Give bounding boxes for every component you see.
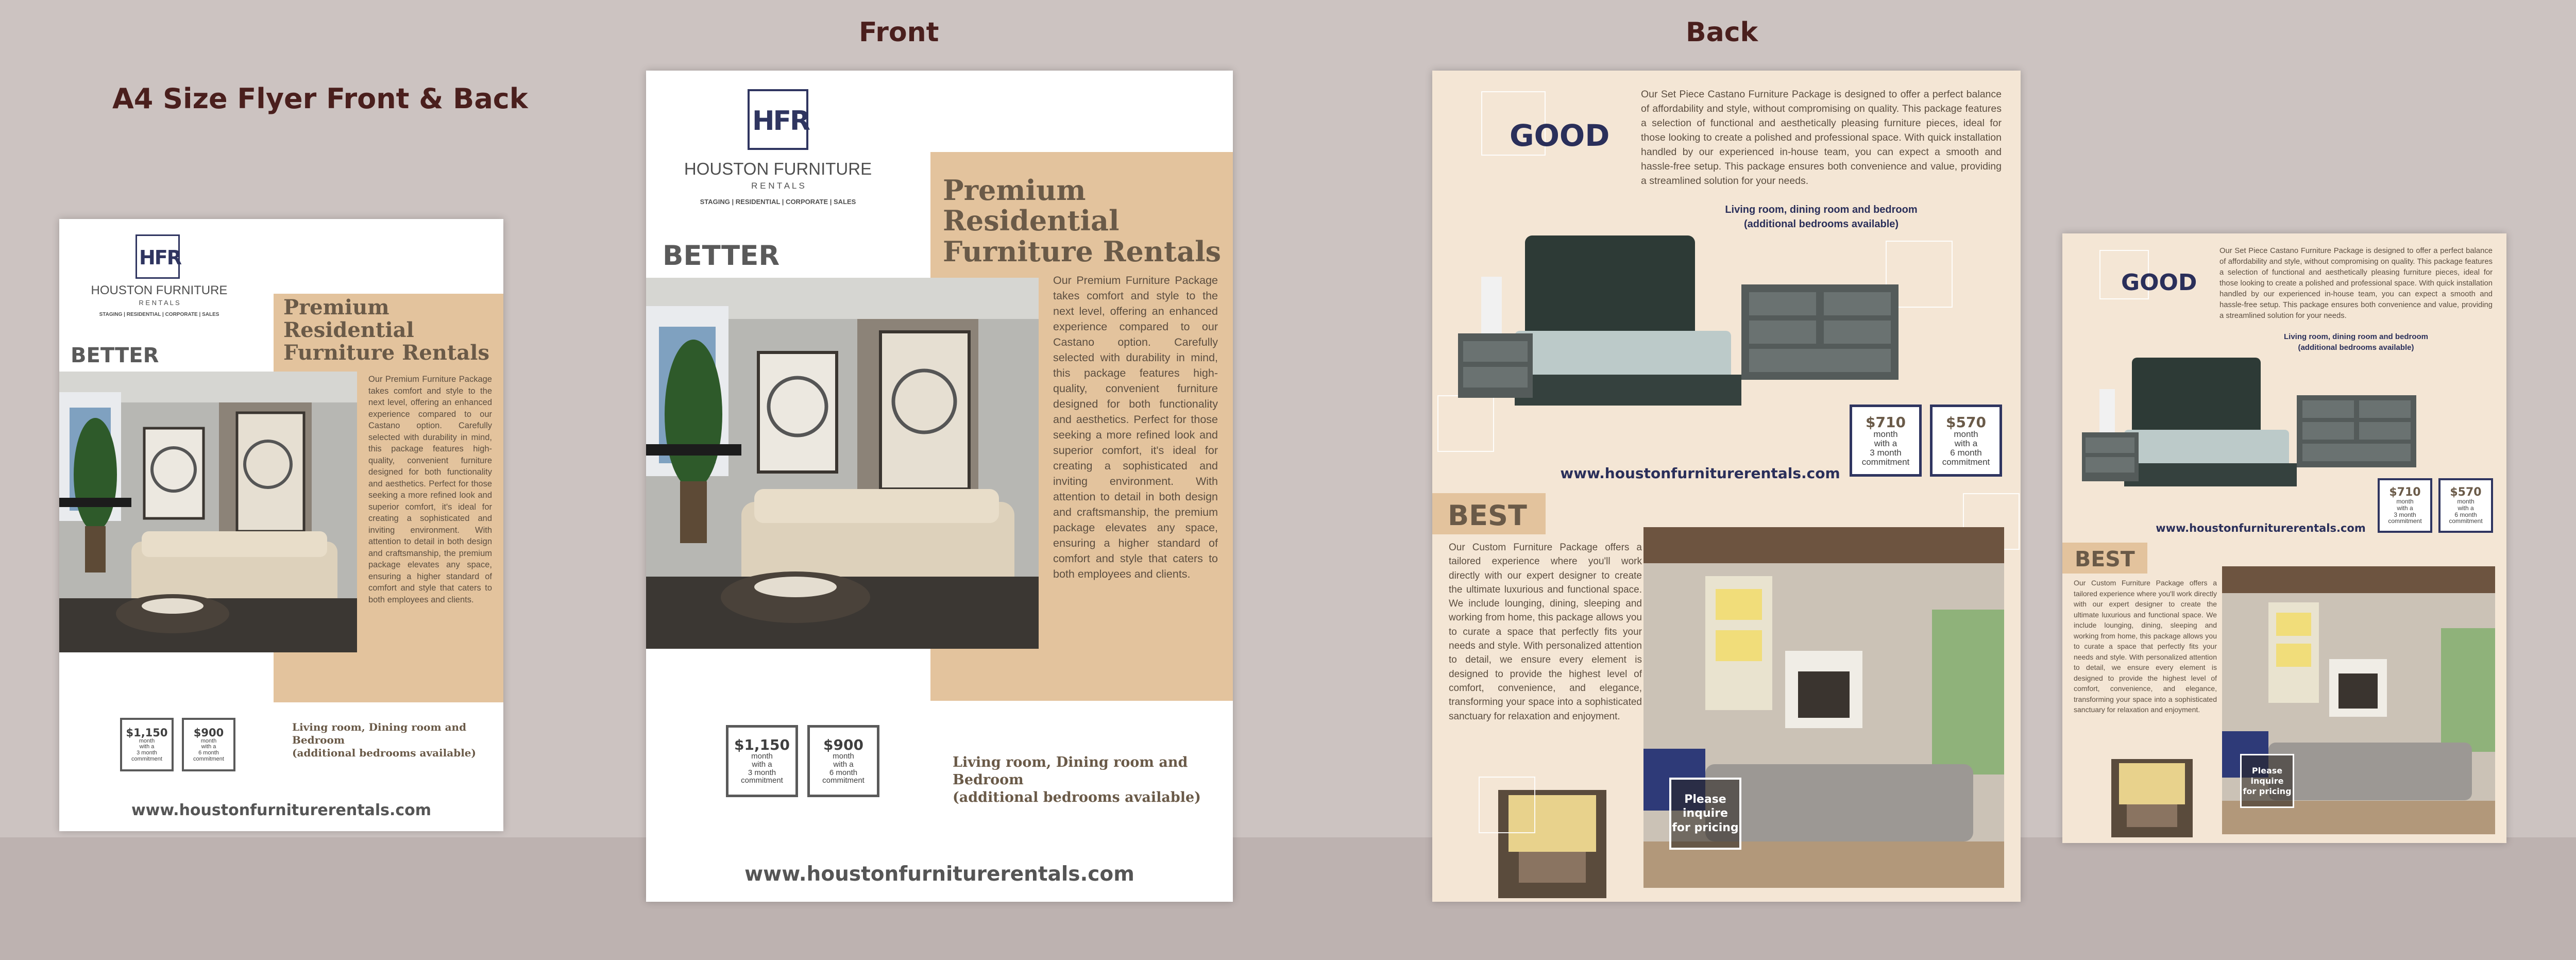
inquire-line-2: inquire bbox=[2250, 776, 2284, 786]
package-description: Our Premium Furniture Package takes comfort and style to the next level, offering an enhanced experience compared to our Castano option. Carefully selected with durability in mind, this package features high-quality, convenient furniture designed for both functionality and aesthetics. Perfect for those seeking a more refined look and superior comfort, it's ideal for creating a sophisticated and inviting environment. With attention to detail in both design and craftsmanship, the premium package elevates any space, ensuring a higher standard of comfort and style that caters to both employees and clients. bbox=[1053, 274, 1218, 580]
price-amount: $1,150 bbox=[126, 726, 168, 739]
brand-sub: R E N T A L S bbox=[139, 299, 180, 307]
inquire-for-pricing[interactable] bbox=[2240, 754, 2294, 808]
title-line-2: Furniture Rentals bbox=[943, 234, 1222, 268]
price-line: month bbox=[833, 752, 854, 761]
front-flyer bbox=[646, 71, 1233, 902]
price-line: with a bbox=[1954, 438, 1978, 448]
price-line: month bbox=[1873, 429, 1898, 439]
living-room-photo bbox=[59, 372, 357, 652]
brand-sub: R E N T A L S bbox=[751, 181, 805, 191]
logo-monogram: HFR bbox=[752, 106, 809, 137]
inquire-line-3: for pricing bbox=[1672, 821, 1739, 834]
price-line: 6 month bbox=[1950, 447, 1982, 458]
website-url[interactable]: www.houstonfurniturerentals.com bbox=[744, 863, 1134, 886]
small-back-flyer bbox=[2062, 233, 2506, 843]
price-line: commitment bbox=[2449, 517, 2483, 525]
price-line: month bbox=[200, 737, 217, 744]
rooms-note bbox=[953, 754, 1233, 806]
living-room-illustration bbox=[646, 278, 1039, 649]
inquire-line-3: for pricing bbox=[2243, 786, 2292, 796]
price-line: commitment bbox=[822, 776, 865, 785]
price-line: commitment bbox=[1942, 457, 1990, 467]
price-box-6-month bbox=[182, 718, 235, 771]
price-box-6-month bbox=[1930, 405, 2002, 477]
price-line: month bbox=[1954, 429, 1978, 439]
rooms-line-2: (additional bedrooms available) bbox=[953, 789, 1201, 805]
good-label: GOOD bbox=[1510, 118, 1610, 153]
price-line: with a bbox=[139, 744, 155, 750]
best-label: BEST bbox=[2075, 547, 2135, 571]
inquire-line-1: Please bbox=[2251, 765, 2283, 776]
inquire-line-1: Please bbox=[1684, 793, 1726, 806]
rooms-line-2: (additional bedrooms available) bbox=[292, 747, 476, 759]
label-front: Front bbox=[859, 17, 939, 48]
flyer-title bbox=[943, 175, 1233, 267]
rooms-line-1: Living room, Dining room and Bedroom bbox=[292, 721, 467, 746]
better-badge: BETTER bbox=[663, 240, 780, 272]
price-line: 3 month bbox=[748, 768, 776, 777]
price-box-6-month bbox=[2438, 478, 2493, 533]
brand-services: STAGING | RESIDENTIAL | CORPORATE | SALES bbox=[700, 198, 856, 206]
price-line: commitment bbox=[131, 755, 162, 762]
price-line: 3 month bbox=[2394, 511, 2416, 518]
rooms-line-2: (additional bedrooms available) bbox=[1743, 218, 1899, 230]
brand-name: HOUSTON FURNITURE bbox=[91, 283, 228, 297]
price-line: with a bbox=[2458, 504, 2474, 512]
bedroom-set-illustration bbox=[1453, 225, 1901, 442]
good-label: GOOD bbox=[2121, 270, 2197, 296]
price-line: with a bbox=[752, 760, 772, 769]
website-url[interactable]: www.houstonfurniturerentals.com bbox=[131, 801, 432, 819]
living-room-illustration bbox=[59, 372, 357, 652]
inquire-for-pricing[interactable] bbox=[1669, 778, 1741, 850]
rooms-line-1: Living room, Dining room and Bedroom bbox=[953, 754, 1188, 788]
rooms-line-2: (additional bedrooms available) bbox=[2298, 343, 2414, 352]
logo-mark bbox=[748, 89, 808, 150]
price-line: 3 month bbox=[1870, 447, 1902, 458]
price-box-3-month bbox=[120, 718, 174, 771]
better-badge: BETTER bbox=[71, 344, 159, 367]
bedroom-set-photo bbox=[2078, 350, 2421, 515]
back-flyer bbox=[1432, 71, 2021, 902]
label-back: Back bbox=[1686, 17, 1758, 48]
price-line: with a bbox=[201, 744, 216, 750]
bedroom-set-illustration bbox=[2078, 350, 2421, 515]
price-line: commitment bbox=[741, 776, 783, 785]
price-amount: $1,150 bbox=[734, 736, 790, 753]
price-box-6-month bbox=[807, 725, 879, 797]
price-box-3-month bbox=[2378, 478, 2432, 533]
website-url[interactable]: www.houstonfurniturerentals.com bbox=[1560, 465, 1840, 482]
title-line-1: Premium Residential bbox=[283, 295, 414, 342]
price-line: month bbox=[139, 737, 155, 744]
best-description: Our Custom Furniture Package offers a tailored experience where you'll work directly with our expert designer to create the ultimate luxurious and functional space. We include lounging, dining, sleeping and working from home, this package allows you to curate a space that perfectly fits your needs and style. With personalized attention to detail, we ensure every element is designed to provide the highest level of comfort, convenience, and elegance, transforming your space into a sophisticated sanctuary for relaxation and enjoyment. bbox=[2074, 579, 2217, 714]
price-line: commitment bbox=[1861, 457, 1910, 467]
rooms-note bbox=[292, 721, 503, 760]
rooms-line-1: Living room, dining room and bedroom bbox=[1725, 204, 1918, 215]
price-box-3-month bbox=[726, 725, 798, 797]
price-line: month bbox=[2457, 498, 2475, 506]
flyer-title bbox=[283, 296, 503, 364]
dining-inset-illustration bbox=[2111, 759, 2193, 837]
price-amount: $570 bbox=[2450, 486, 2482, 499]
logo-monogram: HFR bbox=[139, 246, 181, 269]
floor-background bbox=[0, 837, 2576, 960]
bedroom-set-photo bbox=[1453, 225, 1901, 442]
inquire-line-2: inquire bbox=[1683, 807, 1728, 820]
price-line: commitment bbox=[2388, 517, 2422, 525]
price-line: 6 month bbox=[198, 750, 219, 756]
price-amount: $710 bbox=[2389, 486, 2421, 499]
rooms-line-1: Living room, dining room and bedroom bbox=[2284, 332, 2428, 341]
small-front-flyer bbox=[59, 219, 503, 831]
title-line-2: Furniture Rentals bbox=[283, 341, 490, 365]
price-line: commitment bbox=[193, 755, 224, 762]
price-amount: $900 bbox=[193, 726, 224, 739]
living-room-photo bbox=[646, 278, 1039, 649]
price-line: month bbox=[751, 752, 773, 761]
logo-mark bbox=[135, 234, 180, 279]
brand-services: STAGING | RESIDENTIAL | CORPORATE | SALES bbox=[99, 312, 219, 317]
price-amount: $900 bbox=[823, 736, 863, 753]
good-description: Our Set Piece Castano Furniture Package is designed to offer a perfect balance of affordability and style, without compromising on quality. This package features a selection of functional and aesthetically pleasing furniture pieces, ideal for those looking to create a polished and professional space. With quick installation handled by our experienced in-house team, you can expect a smooth and hassle-free setup. This package ensures both convenience and value, providing a streamlined solution for your needs. bbox=[1641, 89, 2002, 187]
price-line: 6 month bbox=[2454, 511, 2477, 518]
price-box-3-month bbox=[1850, 405, 1922, 477]
dining-inset-photo bbox=[2111, 759, 2193, 837]
price-amount: $570 bbox=[1946, 413, 1986, 431]
price-line: 6 month bbox=[829, 768, 858, 777]
brand-name: HOUSTON FURNITURE bbox=[684, 159, 872, 178]
price-line: with a bbox=[1874, 438, 1897, 448]
best-label: BEST bbox=[1448, 499, 1527, 532]
mockup-heading: A4 Size Flyer Front & Back bbox=[112, 82, 528, 115]
price-line: with a bbox=[2397, 504, 2413, 512]
price-amount: $710 bbox=[1866, 413, 1906, 431]
best-description: Our Custom Furniture Package offers a tailored experience where you'll work directly with our expert designer to create the ultimate luxurious and functional space. We include lounging, dining, sleeping and working from home, this package allows you to curate a space that perfectly fits your needs and style. With personalized attention to detail, we ensure every element is designed to provide the highest level of comfort, convenience, and elegance, transforming your space into a sophisticated sanctuary for relaxation and enjoyment. bbox=[1449, 542, 1642, 722]
price-line: 3 month bbox=[137, 750, 157, 756]
price-line: month bbox=[2396, 498, 2414, 506]
price-line: with a bbox=[833, 760, 854, 769]
frame-outline bbox=[1479, 777, 1535, 833]
package-description: Our Premium Furniture Package takes comfort and style to the next level, offering an enhanced experience compared to our Castano option. Carefully selected with durability in mind, this package features high-quality, convenient furniture designed for both functionality and aesthetics. Perfect for those seeking a more refined look and superior comfort, it's ideal for creating a sophisticated and inviting environment. With attention to detail in both design and craftsmanship, the premium package elevates any space, ensuring a higher standard of comfort and style that caters to both employees and clients. bbox=[368, 375, 492, 604]
title-line-1: Premium Residential bbox=[943, 174, 1120, 238]
website-url[interactable]: www.houstonfurniturerentals.com bbox=[2156, 522, 2366, 534]
good-description: Our Set Piece Castano Furniture Package is designed to offer a perfect balance of affordability and style, without compromising on quality. This package features a selection of functional and aesthetically pleasing furniture pieces, ideal for those looking to create a polished and professional space. With quick installation handled by our experienced in-house team, you can expect a smooth and hassle-free setup. This package ensures both convenience and value, providing a streamlined solution for your needs. bbox=[2219, 247, 2493, 320]
